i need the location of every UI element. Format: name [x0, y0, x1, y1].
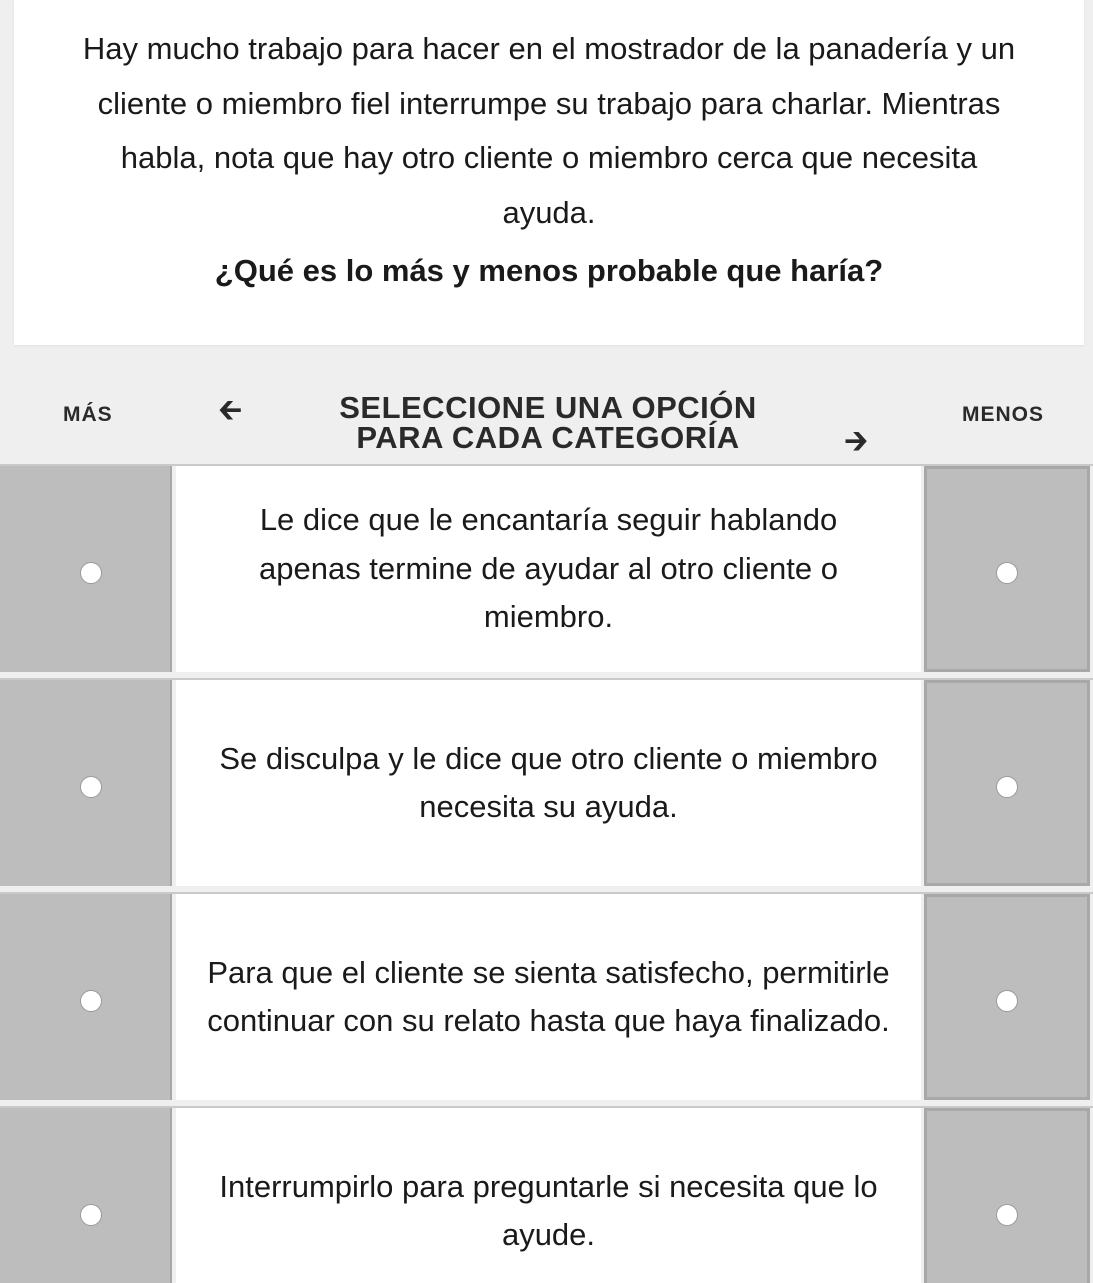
arrow-right-icon: 🡲 — [844, 425, 869, 458]
option-text-label: Interrumpirlo para preguntarle si necesita que lo ayude. — [219, 1168, 878, 1252]
option-text-label: Para que el cliente se sienta satisfecho, permitirle continuar con su relato hasta que haya finalizado. — [207, 954, 890, 1038]
scenario-text: Hay mucho trabajo para hacer en el mostrador de la panadería y un cliente o miembro fiel interrumpe su trabajo para charlar. Mientras habla, nota que hay otro cliente o miembro cerca que necesita ayuda. — [82, 31, 1016, 230]
least-likely-cell-4[interactable] — [924, 1108, 1090, 1283]
option-row — [0, 678, 1093, 886]
option-row — [0, 892, 1093, 1100]
question-card — [14, 0, 1084, 345]
option-text — [176, 1108, 921, 1283]
most-likely-radio-2[interactable] — [80, 776, 102, 798]
most-likely-cell-4[interactable] — [0, 1108, 172, 1283]
option-text-label: Le dice que le encantaría seguir hablando apenas termine de ayudar al otro cliente o miembro. — [258, 502, 839, 635]
option-text — [176, 466, 921, 672]
column-header — [0, 390, 1093, 465]
option-text — [176, 894, 921, 1100]
least-likely-cell-2[interactable] — [924, 680, 1090, 886]
least-likely-radio-3[interactable] — [996, 990, 1018, 1012]
question-prompt: ¿Qué es lo más y menos probable que haría? — [214, 253, 884, 288]
most-likely-cell-3[interactable] — [0, 894, 172, 1100]
least-likely-radio-2[interactable] — [996, 776, 1018, 798]
option-text — [176, 680, 921, 886]
most-likely-label: MÁS — [63, 403, 113, 426]
instruction-text: SELECCIONE UNA OPCIÓN PARA CADA CATEGORÍA — [339, 390, 757, 455]
least-likely-radio-4[interactable] — [996, 1204, 1018, 1226]
option-row — [0, 464, 1093, 672]
option-list — [0, 464, 1093, 1283]
option-text-label: Se disculpa y le dice que otro cliente o miembro necesita su ayuda. — [219, 740, 878, 824]
most-likely-cell-2[interactable] — [0, 680, 172, 886]
most-likely-radio-1[interactable] — [80, 562, 102, 584]
least-likely-radio-1[interactable] — [996, 562, 1018, 584]
least-likely-label: MENOS — [962, 403, 1045, 426]
option-row — [0, 1106, 1093, 1283]
most-likely-cell-1[interactable] — [0, 466, 172, 672]
least-likely-cell-3[interactable] — [924, 894, 1090, 1100]
most-likely-radio-4[interactable] — [80, 1204, 102, 1226]
most-likely-radio-3[interactable] — [80, 990, 102, 1012]
least-likely-cell-1[interactable] — [924, 466, 1090, 672]
arrow-left-icon: 🡰 — [218, 394, 243, 427]
